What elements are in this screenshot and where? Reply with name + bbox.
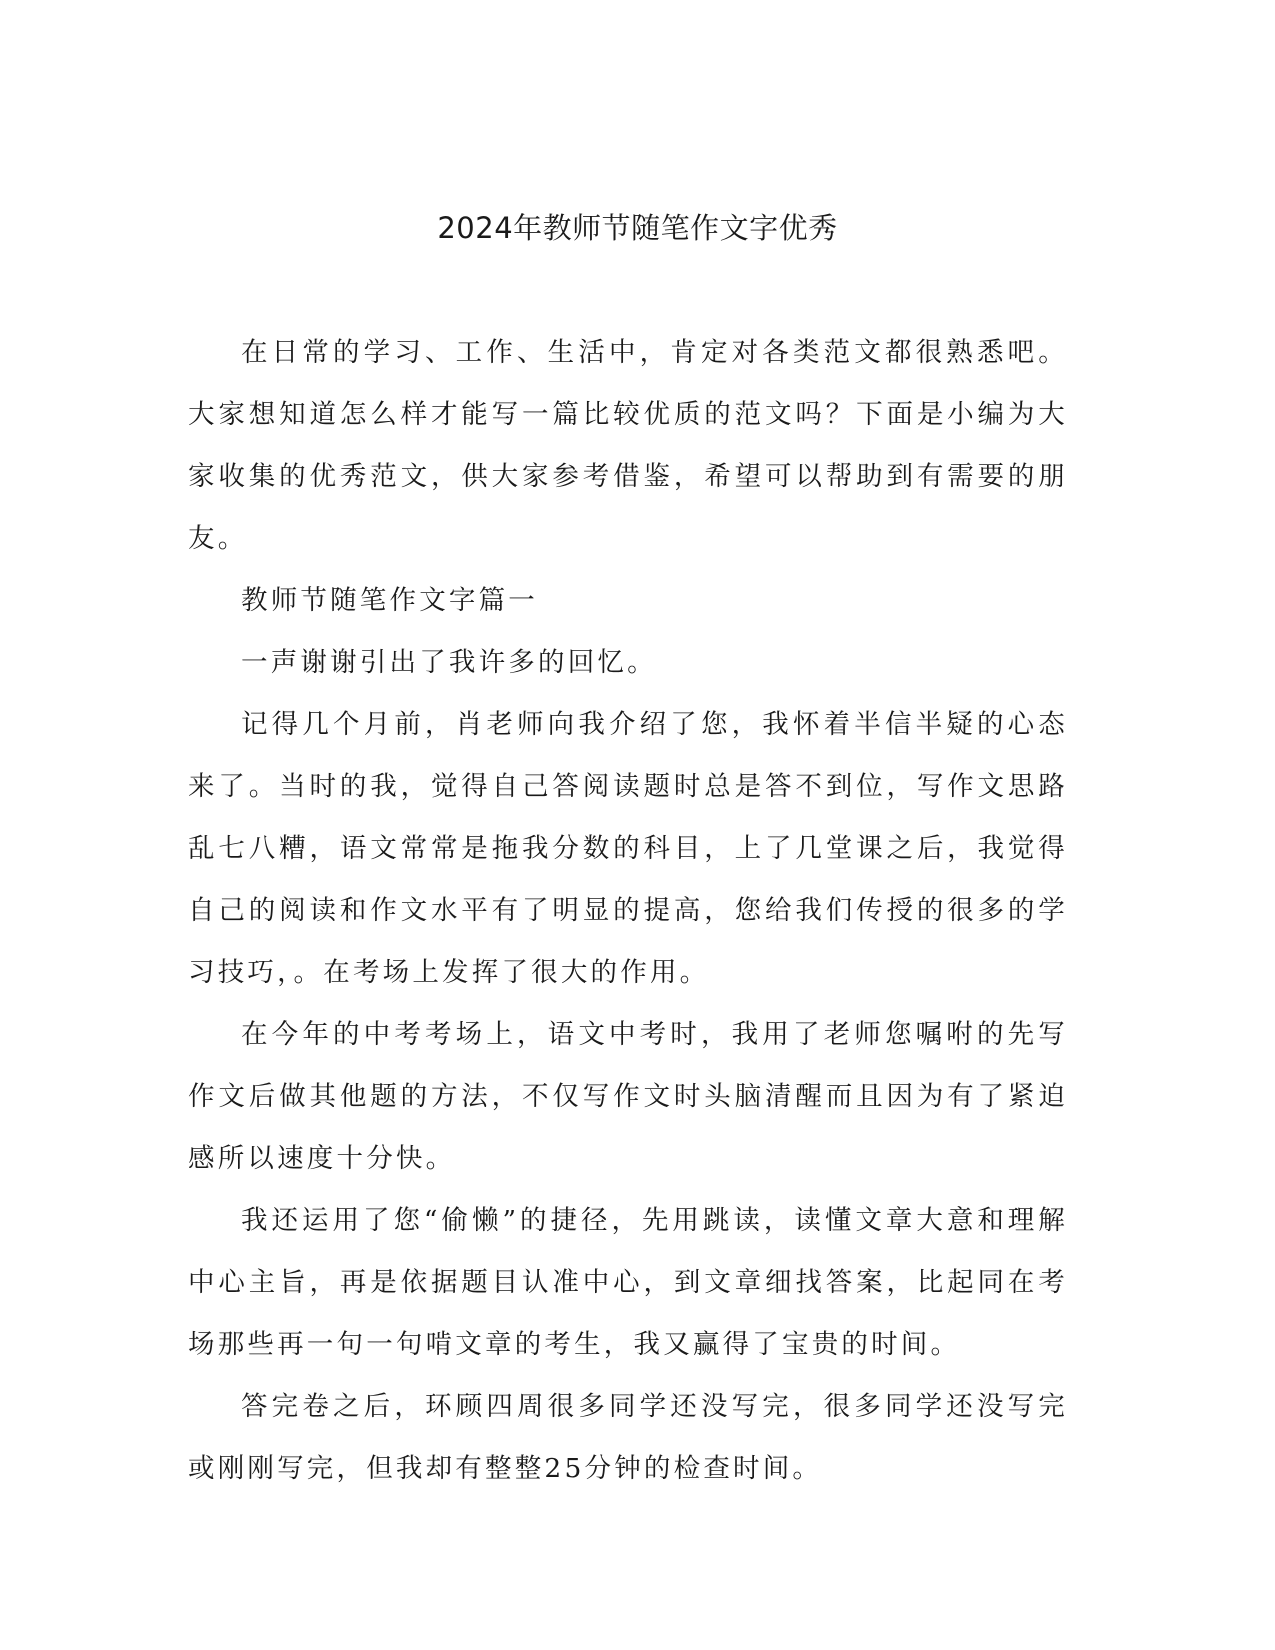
paragraph: 在今年的中考考场上，语文中考时，我用了老师您嘱咐的先写作文后做其他题的方法，不仅写作文时头脑清醒而且因为有了紧迫感所以速度十分快。 — [188, 1019, 1068, 1174]
document-body — [188, 322, 1068, 1500]
document-title: 2024年教师节随笔作文字优秀 — [437, 211, 838, 245]
paragraph: 记得几个月前，肖老师向我介绍了您，我怀着半信半疑的心态来了。当时的我，觉得自己答阅读题时总是答不到位，写作文思路乱七八糟，语文常常是拖我分数的科目，上了几堂课之后，我觉得自己的阅读和作文水平有了明显的提高，您给我们传授的很多的学习技巧，。在考场上发挥了很大的作用。 — [188, 709, 1068, 988]
paragraph-intro: 在日常的学习、工作、生活中，肯定对各类范文都很熟悉吧。大家想知道怎么样才能写一篇比较优质的范文吗？下面是小编为大家收集的优秀范文，供大家参考借鉴，希望可以帮助到有需要的朋友。 — [188, 337, 1068, 554]
paragraph: 答完卷之后，环顾四周很多同学还没写完，很多同学还没写完或刚刚写完，但我却有整整25分钟的检查时间。 — [188, 1391, 1068, 1484]
paragraph: 我还运用了您“偷懒”的捷径，先用跳读，读懂文章大意和理解中心主旨，再是依据题目认准中心，到文章细找答案，比起同在考场那些再一句一句啃文章的考生，我又赢得了宝贵的时间。 — [188, 1205, 1068, 1360]
paragraph: 一声谢谢引出了我许多的回忆。 — [241, 647, 657, 678]
section-heading: 教师节随笔作文字篇一 — [241, 585, 538, 616]
